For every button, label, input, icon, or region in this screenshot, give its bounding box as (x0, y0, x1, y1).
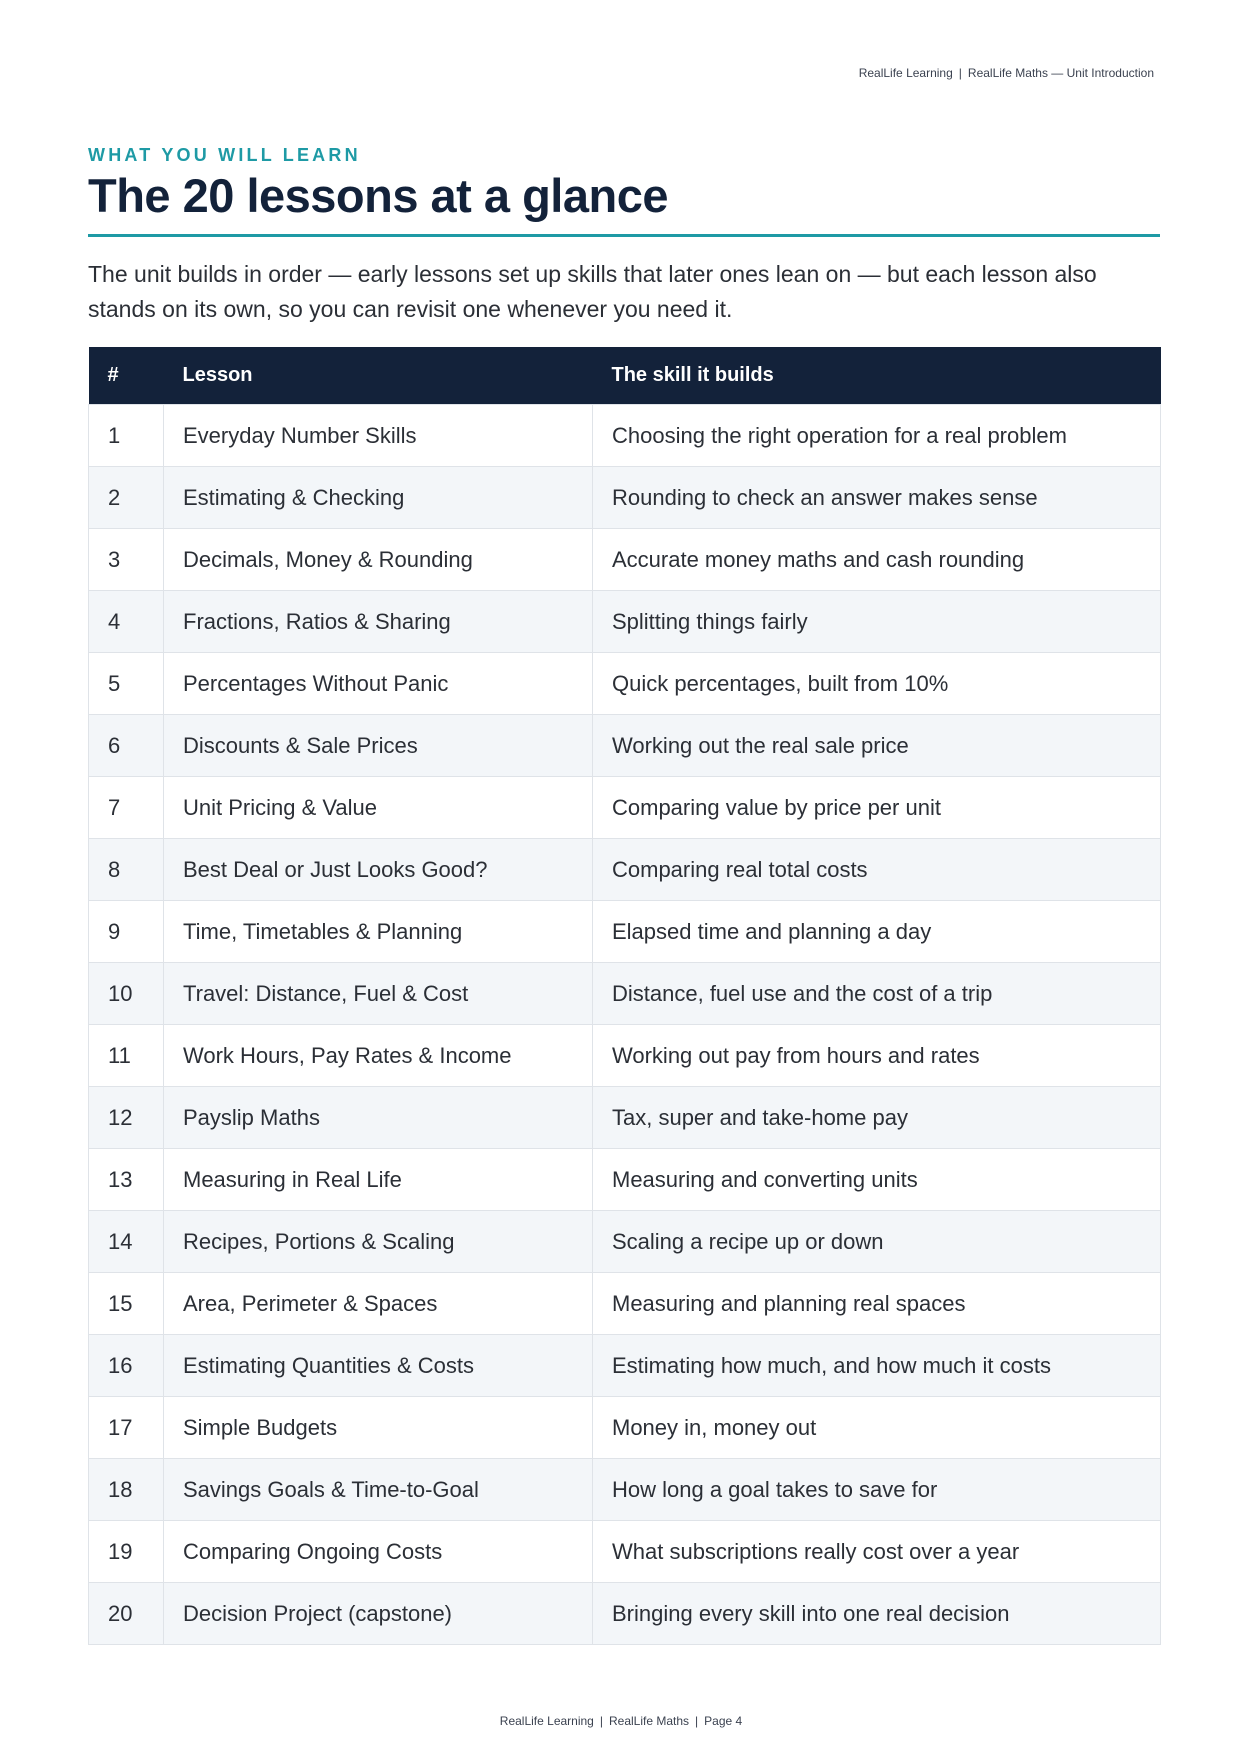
intro-paragraph: The unit builds in order — early lessons set up skills that later ones lean on — but each lesson also stands on its own, so you can revisit one whenever you need it. (88, 261, 1097, 322)
lesson-number-cell: 1 (89, 405, 164, 467)
lesson-number-cell: 2 (89, 467, 164, 529)
lesson-number-cell: 11 (89, 1025, 164, 1087)
footer-separator: | (599, 1714, 603, 1728)
skill-cell: Accurate money maths and cash rounding (593, 529, 1161, 591)
lesson-name-cell: Work Hours, Pay Rates & Income (164, 1025, 593, 1087)
lesson-number-cell: 13 (89, 1149, 164, 1211)
lesson-number-cell: 17 (89, 1397, 164, 1459)
table-row (89, 901, 1161, 963)
lesson-name-cell: Recipes, Portions & Scaling (164, 1211, 593, 1273)
lesson-number-cell: 10 (89, 963, 164, 1025)
column-header-number: # (89, 347, 164, 405)
footer-brand: RealLife Learning (499, 1714, 594, 1728)
table-row (89, 405, 1161, 467)
lesson-name-cell: Estimating & Checking (164, 467, 593, 529)
table-row (89, 1521, 1161, 1583)
page-title: The 20 lessons at a glance (88, 169, 668, 222)
table-body (89, 405, 1161, 1645)
skill-cell: Estimating how much, and how much it costs (593, 1335, 1161, 1397)
table-row (89, 1025, 1161, 1087)
table-row (89, 591, 1161, 653)
header-brand: RealLife Learning (858, 66, 953, 80)
skill-cell: Measuring and converting units (593, 1149, 1161, 1211)
skill-cell: What subscriptions really cost over a year (593, 1521, 1161, 1583)
lesson-name-cell: Decision Project (capstone) (164, 1583, 593, 1645)
skill-cell: Comparing value by price per unit (593, 777, 1161, 839)
page-number: Page 4 (704, 1714, 743, 1728)
skill-cell: Money in, money out (593, 1397, 1161, 1459)
lesson-name-cell: Area, Perimeter & Spaces (164, 1273, 593, 1335)
lesson-name-cell: Decimals, Money & Rounding (164, 529, 593, 591)
table-row (89, 1087, 1161, 1149)
table-row (89, 1583, 1161, 1645)
running-header (859, 66, 1154, 80)
lesson-number-cell: 9 (89, 901, 164, 963)
lesson-number-cell: 4 (89, 591, 164, 653)
table-row (89, 1397, 1161, 1459)
lesson-number-cell: 14 (89, 1211, 164, 1273)
column-header-skill: The skill it builds (593, 347, 1161, 405)
skill-cell: Bringing every skill into one real decision (593, 1583, 1161, 1645)
lesson-number-cell: 5 (89, 653, 164, 715)
column-header-lesson: Lesson (164, 347, 593, 405)
skill-cell: Tax, super and take-home pay (593, 1087, 1161, 1149)
table-row (89, 839, 1161, 901)
table-row (89, 1211, 1161, 1273)
skill-cell: Working out pay from hours and rates (593, 1025, 1161, 1087)
table-row (89, 963, 1161, 1025)
lesson-name-cell: Estimating Quantities & Costs (164, 1335, 593, 1397)
lesson-name-cell: Savings Goals & Time-to-Goal (164, 1459, 593, 1521)
lesson-name-cell: Discounts & Sale Prices (164, 715, 593, 777)
skill-cell: Working out the real sale price (593, 715, 1161, 777)
lessons-table (88, 347, 1161, 1645)
lesson-number-cell: 8 (89, 839, 164, 901)
section-eyebrow: WHAT YOU WILL LEARN (88, 145, 361, 165)
table-row (89, 715, 1161, 777)
lesson-number-cell: 7 (89, 777, 164, 839)
skill-cell: Rounding to check an answer makes sense (593, 467, 1161, 529)
page-footer (0, 1714, 1242, 1728)
lesson-name-cell: Measuring in Real Life (164, 1149, 593, 1211)
lesson-name-cell: Payslip Maths (164, 1087, 593, 1149)
header-separator: | (958, 66, 962, 80)
table-row (89, 777, 1161, 839)
table-header (89, 347, 1161, 405)
skill-cell: Quick percentages, built from 10% (593, 653, 1161, 715)
footer-separator: | (695, 1714, 699, 1728)
lesson-name-cell: Travel: Distance, Fuel & Cost (164, 963, 593, 1025)
lesson-name-cell: Fractions, Ratios & Sharing (164, 591, 593, 653)
lesson-name-cell: Percentages Without Panic (164, 653, 593, 715)
table-row (89, 653, 1161, 715)
lesson-number-cell: 18 (89, 1459, 164, 1521)
lesson-number-cell: 6 (89, 715, 164, 777)
lesson-number-cell: 15 (89, 1273, 164, 1335)
lesson-number-cell: 3 (89, 529, 164, 591)
title-divider (88, 234, 1160, 237)
lesson-number-cell: 19 (89, 1521, 164, 1583)
skill-cell: Splitting things fairly (593, 591, 1161, 653)
header-section: RealLife Maths — Unit Introduction (967, 66, 1154, 80)
lesson-number-cell: 20 (89, 1583, 164, 1645)
lesson-number-cell: 16 (89, 1335, 164, 1397)
lesson-number-cell: 12 (89, 1087, 164, 1149)
table-row (89, 529, 1161, 591)
footer-product: RealLife Maths (608, 1714, 690, 1728)
lesson-name-cell: Best Deal or Just Looks Good? (164, 839, 593, 901)
skill-cell: Choosing the right operation for a real problem (593, 405, 1161, 467)
skill-cell: Scaling a recipe up or down (593, 1211, 1161, 1273)
lesson-name-cell: Simple Budgets (164, 1397, 593, 1459)
lesson-name-cell: Comparing Ongoing Costs (164, 1521, 593, 1583)
lesson-name-cell: Unit Pricing & Value (164, 777, 593, 839)
lesson-name-cell: Time, Timetables & Planning (164, 901, 593, 963)
skill-cell: Comparing real total costs (593, 839, 1161, 901)
table-row (89, 467, 1161, 529)
table-row (89, 1273, 1161, 1335)
table-row (89, 1335, 1161, 1397)
table-row (89, 1149, 1161, 1211)
skill-cell: How long a goal takes to save for (593, 1459, 1161, 1521)
skill-cell: Elapsed time and planning a day (593, 901, 1161, 963)
table-header-row (89, 347, 1161, 405)
lesson-name-cell: Everyday Number Skills (164, 405, 593, 467)
skill-cell: Distance, fuel use and the cost of a trip (593, 963, 1161, 1025)
table-row (89, 1459, 1161, 1521)
skill-cell: Measuring and planning real spaces (593, 1273, 1161, 1335)
